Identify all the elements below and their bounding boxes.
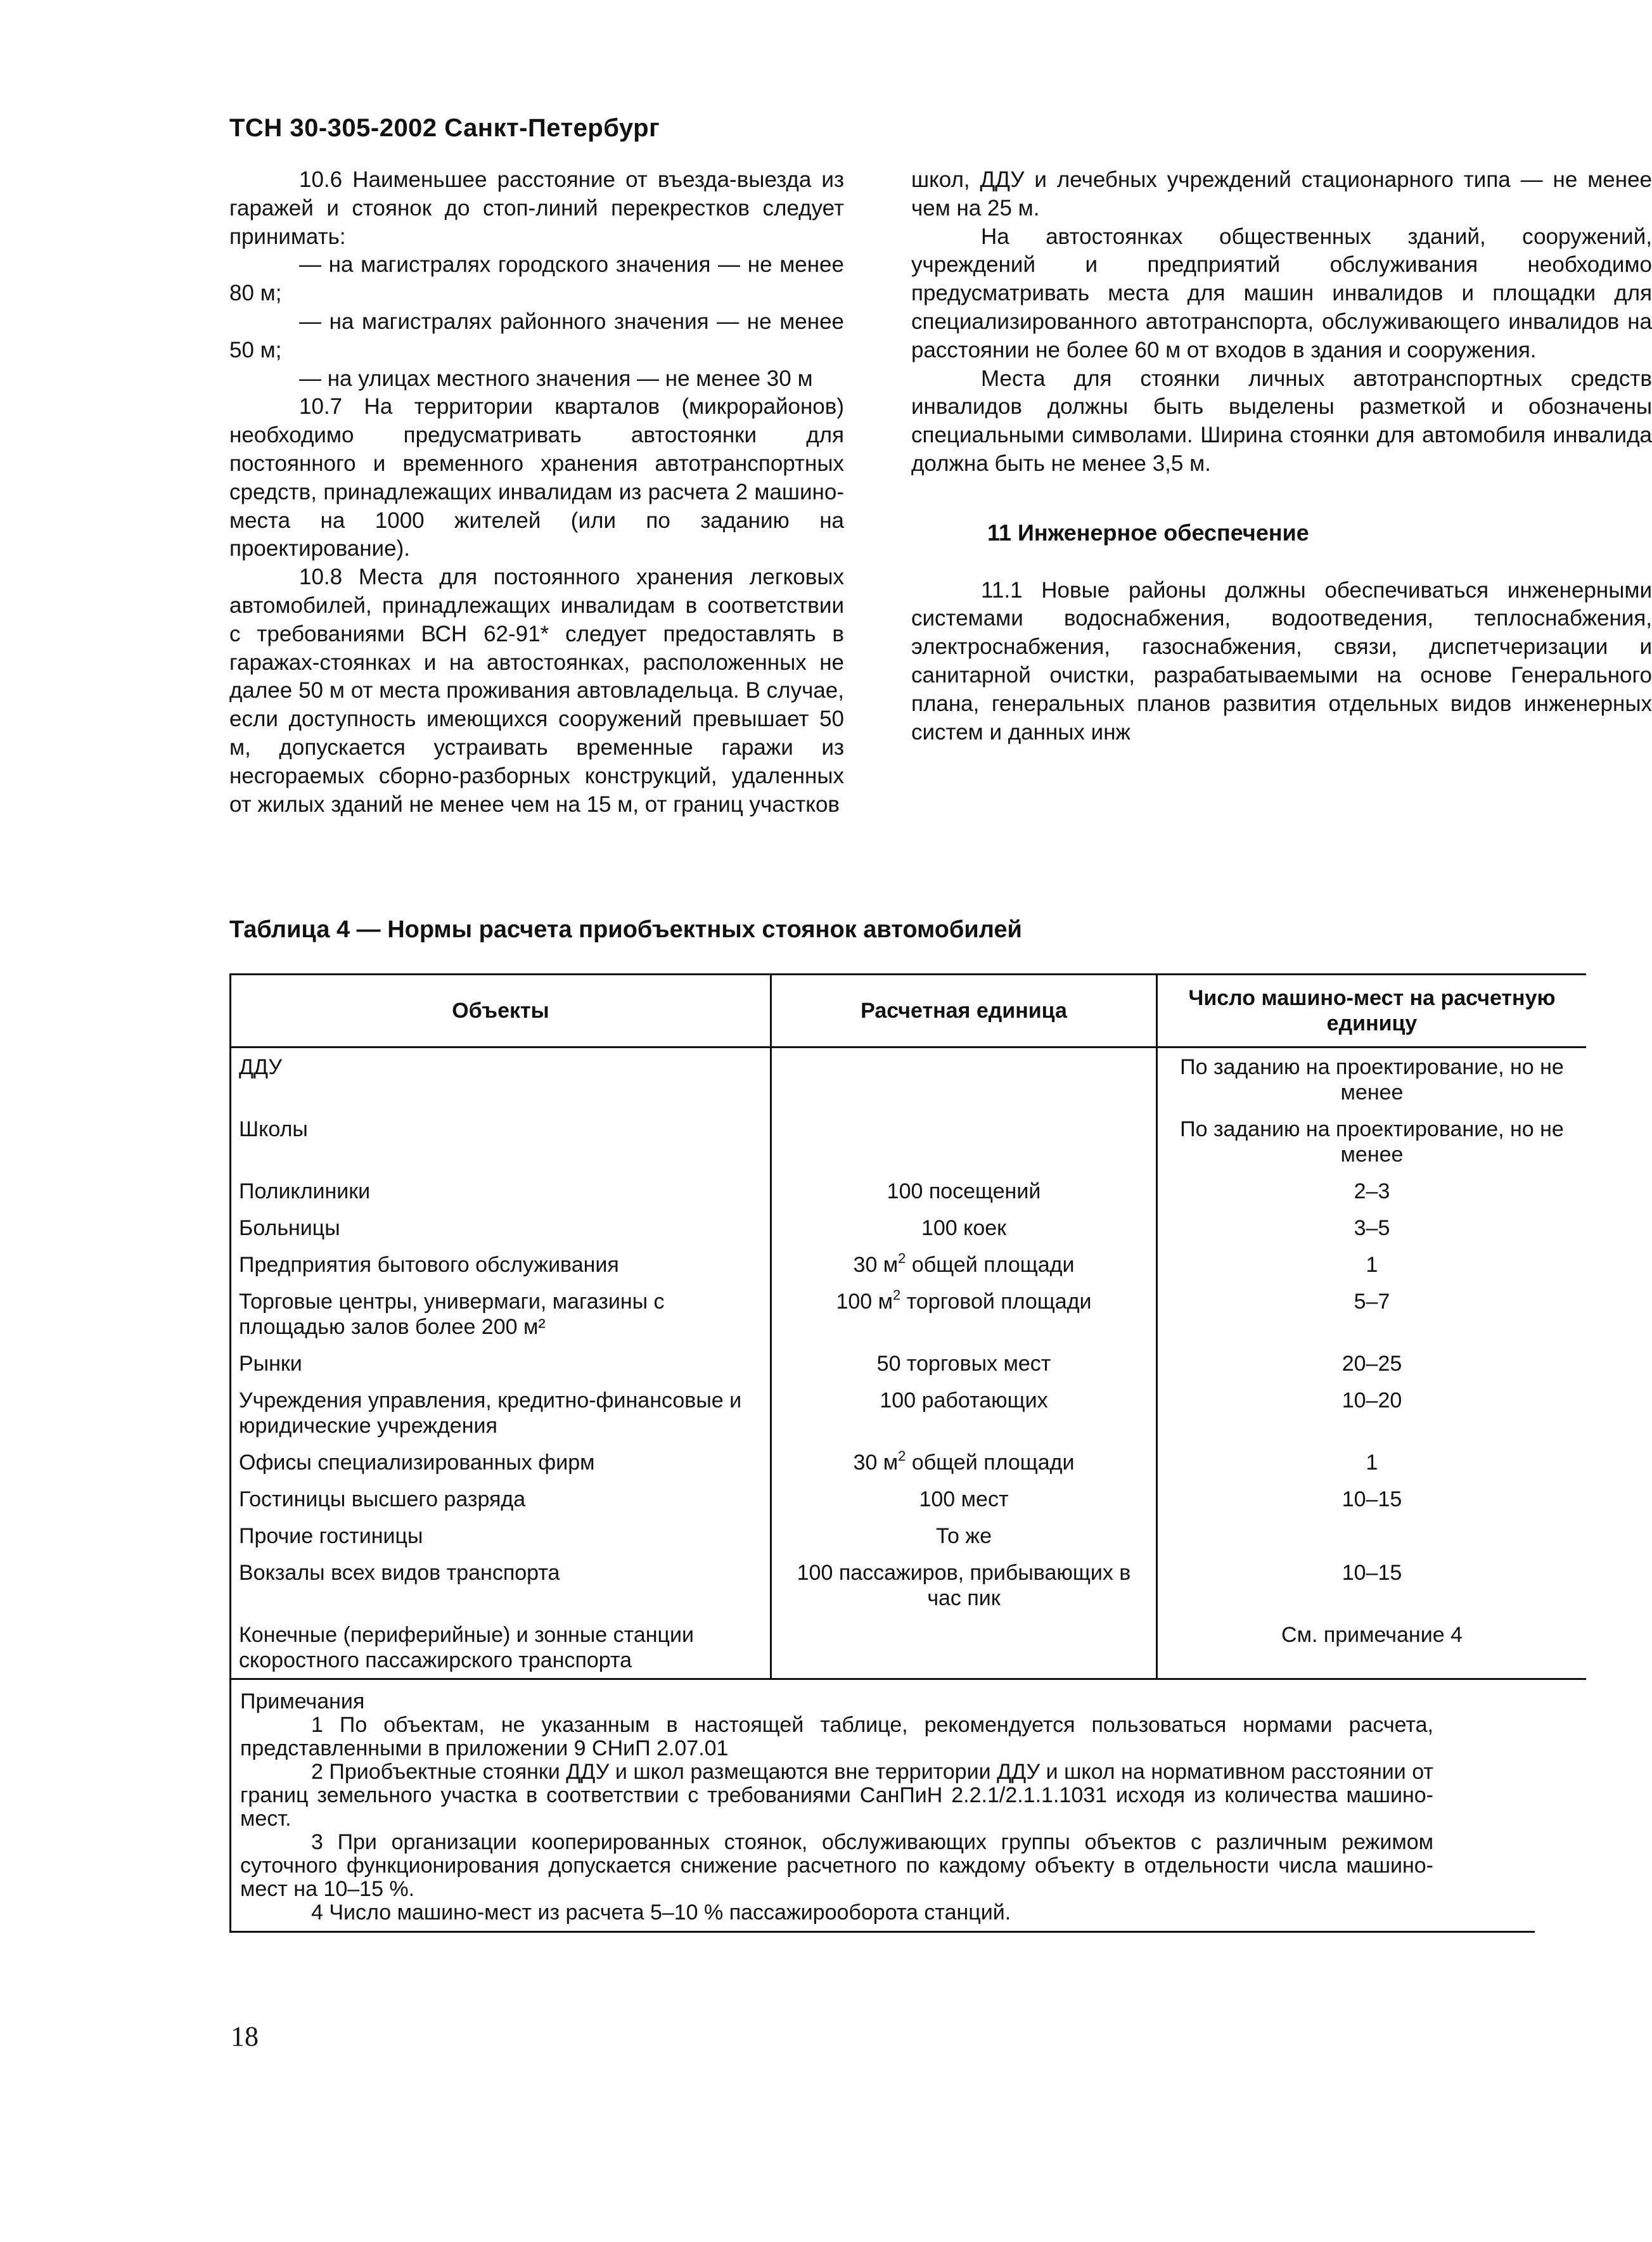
- note-1: 1 По объектам, не указанным в настоящей таблице, рекомендуется пользоваться нормами расчета, представленными в приложении 9 СНиП 2.07.01: [240, 1713, 1433, 1760]
- paragraph-10-6-item-a: — на магистралях городского значения — не менее 80 м;: [229, 252, 844, 306]
- table-row: [231, 1047, 1587, 1111]
- cell-object: ДДУ: [231, 1047, 771, 1111]
- unit-text: 100 пассажиров, прибывающих в час пик: [797, 1561, 1131, 1610]
- cell-count: По заданию на проектирование, но не менее: [1180, 1055, 1564, 1105]
- paragraph-parking-public: На автостоянках общественных зданий, сооружений, учреждений и предприятий обслуживания необходимо предусматривать места для машин инвалидов и площадки для специализированного автотранспорта, обслуживающего инвалидов на расстоянии не более 60 м от входов в здания и сооружения.: [911, 224, 1652, 362]
- cell-object: Прочие гостиницы: [231, 1517, 771, 1554]
- cell-count: См. примечание 4: [1157, 1616, 1587, 1679]
- cell-unit: [771, 1209, 1157, 1246]
- parking-norms-table-container: [229, 973, 1564, 1933]
- header-count: Число машино-мест на расчетную единицу: [1157, 975, 1587, 1047]
- cell-count: 5–7: [1354, 1290, 1390, 1314]
- table-row: [231, 1517, 1587, 1554]
- unit-text: То же: [935, 1524, 992, 1548]
- cell-count: По заданию на проектирование, но не менее: [1180, 1117, 1564, 1167]
- cell-count: [1157, 1517, 1587, 1554]
- unit-text: 30 м: [853, 1253, 899, 1277]
- cell-object: Рынки: [231, 1345, 771, 1381]
- cell-unit: [771, 1283, 1157, 1345]
- table-row: [231, 1283, 1587, 1345]
- cell-unit: [771, 1047, 1157, 1111]
- notes-header: Примечания: [240, 1689, 365, 1714]
- cell-unit: [771, 1616, 1157, 1679]
- table-row: [231, 1345, 1587, 1381]
- unit-text: 100 работающих: [880, 1388, 1048, 1412]
- cell-count: 2–3: [1354, 1179, 1390, 1203]
- unit-superscript: 2: [893, 1287, 901, 1303]
- table-row: [231, 1246, 1587, 1283]
- left-text-column: [229, 166, 844, 819]
- paragraph-10-6-item-c: — на улицах местного значения — не менее 30 м: [299, 366, 813, 391]
- cell-count: 10–20: [1341, 1388, 1402, 1412]
- paragraph-continuation: школ, ДДУ и лечебных учреждений стационарного типа — не менее чем на 25 м.: [911, 167, 1652, 221]
- unit-superscript: 2: [898, 1250, 906, 1266]
- table-row: [231, 1444, 1587, 1480]
- table-notes: [229, 1680, 1535, 1933]
- paragraph-11-1: 11.1 Новые районы должны обеспечиваться инженерными системами водоснабжения, водоотведения, теплоснабжения, электроснабжения, газоснабжения, связи, диспетчеризации и санитарной очистки, разрабатываемыми на основе Генерального плана, генеральных планов развития отдельных видов инженерных систем и данных инж: [911, 577, 1652, 745]
- note-2: 2 Приобъектные стоянки ДДУ и школ размещаются вне территории ДДУ и школ на нормативном расстоянии от границ земельного участка в соответствии с требованиями СанПиН 2.2.1/2.1.1.1031 исходя из количества машино-мест.: [240, 1760, 1433, 1831]
- cell-count: 3–5: [1354, 1216, 1390, 1240]
- cell-object: Торговые центры, универмаги, магазины с площадью залов более 200 м²: [231, 1283, 771, 1345]
- cell-unit: [771, 1381, 1157, 1444]
- table-row: [231, 1381, 1587, 1444]
- cell-object: Гостиницы высшего разряда: [231, 1480, 771, 1517]
- cell-unit: [771, 1554, 1157, 1616]
- unit-text: 100 мест: [919, 1487, 1009, 1511]
- cell-unit: [771, 1517, 1157, 1554]
- table-row: [231, 1209, 1587, 1246]
- cell-object: Поликлиники: [231, 1172, 771, 1209]
- note-4: 4 Число машино-мест из расчета 5–10 % пассажирооборота станций.: [311, 1900, 1011, 1925]
- paragraph-10-6-item-b: — на магистралях районного значения — не менее 50 м;: [229, 309, 844, 362]
- table-row: [231, 1554, 1587, 1616]
- unit-text: 100 посещений: [887, 1179, 1041, 1203]
- parking-norms-table: [229, 973, 1586, 1680]
- cell-count: 10–15: [1341, 1487, 1402, 1511]
- cell-unit: [771, 1480, 1157, 1517]
- table-row: [231, 1172, 1587, 1209]
- unit-text: 50 торговых мест: [876, 1352, 1051, 1376]
- note-3: 3 При организации кооперированных стоянок, обслуживающих группы объектов с различным режимом суточного функционирования допускается снижение расчетного по каждому объекту в отдельности числа машино-мест на 10–15 %.: [240, 1830, 1433, 1901]
- unit-superscript: 2: [898, 1448, 906, 1464]
- cell-unit: [771, 1444, 1157, 1480]
- header-unit: Расчетная единица: [771, 975, 1157, 1047]
- document-header: ТСН 30-305-2002 Санкт-Петербург: [229, 114, 660, 142]
- cell-unit: [771, 1246, 1157, 1283]
- table-title: Таблица 4 — Нормы расчета приобъектных стоянок автомобилей: [229, 916, 1022, 943]
- header-objects: Объекты: [231, 975, 771, 1047]
- paragraph-10-6: 10.6 Наименьшее расстояние от въезда-выезда из гаражей и стоянок до стоп-линий перекрестков следует принимать:: [229, 167, 844, 249]
- section-title-11: 11 Инженерное обеспечение: [987, 519, 1309, 546]
- cell-count: 20–25: [1341, 1352, 1402, 1376]
- table-header-row: [231, 975, 1587, 1047]
- table-row: [231, 1480, 1587, 1517]
- unit-tail-text: общей площади: [906, 1253, 1075, 1277]
- cell-count: 1: [1366, 1253, 1378, 1277]
- table-row: [231, 1110, 1587, 1172]
- cell-unit: [771, 1345, 1157, 1381]
- unit-text: 100 коек: [921, 1216, 1007, 1240]
- paragraph-10-7: 10.7 На территории кварталов (микрорайонов) необходимо предусматривать автостоянки для постоянного и временного хранения автотранспортных средств, принадлежащих инвалидам из расчета 2 машино-места на 1000 жителей (или по заданию на проектирование).: [229, 394, 844, 561]
- paragraph-10-8: 10.8 Места для постоянного хранения легковых автомобилей, принадлежащих инвалидам в соответствии с требованиями ВСН 62-91* следует предоставлять в гаражах-стоянках и на автостоянках, расположенных не далее 50 м от места проживания автовладельца. В случае, если доступность имеющихся сооружений превышает 50 м, допускается устраивать временные гаражи из несгораемых сборно-разборных конструкций, удаленных от жилых зданий не менее чем на 15 м, от границ участков: [229, 565, 844, 817]
- paragraph-parking-places: Места для стоянки личных автотранспортных средств инвалидов должны быть выделены разметкой и обозначены специальными символами. Ширина стоянки для автомобиля инвалида должна быть не менее 3,5 м.: [911, 366, 1652, 476]
- page-number: 18: [231, 2021, 259, 2052]
- table-body: [231, 1047, 1587, 1679]
- cell-object: Учреждения управления, кредитно-финансовые и юридические учреждения: [231, 1381, 771, 1444]
- cell-count: 1: [1366, 1451, 1378, 1475]
- cell-object: Вокзалы всех видов транспорта: [231, 1554, 771, 1616]
- unit-text: 100 м: [836, 1290, 893, 1314]
- cell-object: Офисы специализированных фирм: [231, 1444, 771, 1480]
- cell-unit: [771, 1172, 1157, 1209]
- cell-object: Больницы: [231, 1209, 771, 1246]
- unit-tail-text: торговой площади: [900, 1290, 1092, 1314]
- table-row: [231, 1616, 1587, 1679]
- cell-count: 10–15: [1341, 1561, 1402, 1585]
- cell-object: Конечные (периферийные) и зонные станции скоростного пассажирского транспорта: [231, 1616, 771, 1679]
- cell-object: Предприятия бытового обслуживания: [231, 1246, 771, 1283]
- cell-object: Школы: [231, 1110, 771, 1172]
- right-text-column: [911, 166, 1652, 746]
- cell-unit: [771, 1110, 1157, 1172]
- unit-tail-text: общей площади: [906, 1451, 1075, 1475]
- unit-text: 30 м: [853, 1451, 899, 1475]
